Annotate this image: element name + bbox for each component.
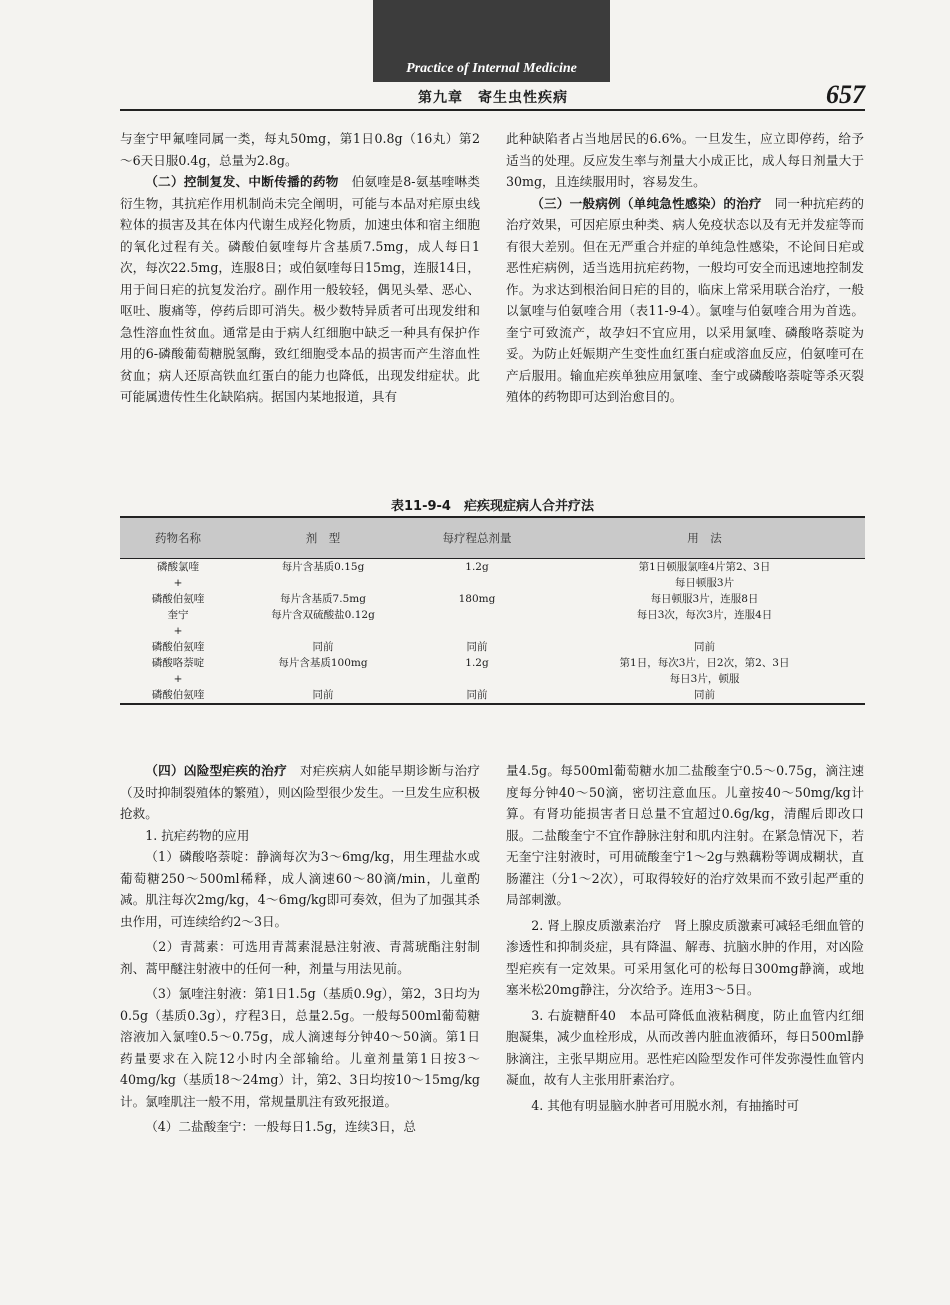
table-cell: + [173,625,183,637]
paragraph-text: 伯氨喹是8-氨基喹啉类衍生物，其抗疟作用机制尚未完全阐明，可能与本品对疟原虫线粒体的损害及其在体内代谢生成羟化物质，加速虫体和宿主细胞的氧化过程有关。磷酸伯氨喹每片含基质7.5mg，成人每日1次，每次22.5mg，连服8日；或伯氨喹每日15mg，连服14日，用于间日疟的抗复发治疗。副作用一般较轻，偶见头晕、恶心、呕吐、腹痛等，停药后即可消失。极少数特异质者可出现发绀和急性溶血性贫血。通常是由于病人红细胞中缺乏一种具有保护作用的6-磷酸葡萄糖脱氢酶，致红细胞受本品的损害而产生溶血性贫血；病人还原高铁血红蛋白的能力也降低，出现发绀症状。此可能属遗传性生化缺陷病。据国内某地报道，具有 [120,174,481,404]
paragraph [120,760,480,825]
chapter-title: 第九章 寄生虫性疾病 [418,90,568,106]
table-row [120,655,865,671]
table-cell: 每片含基质100mg [278,657,368,669]
regimen-table [120,516,865,705]
paragraph: 3. 右旋糖酐40 本品可降低血液粘稠度，防止血管内红细胞凝集，减少血栓形成，从而改善内脏血液循环，每日500ml静脉滴注，主张早期应用。恶性疟凶险型发作可伴发弥漫性血管内凝血，故有人主张用肝素治疗。 [506,1007,864,1087]
table-header-row [120,517,865,559]
table-cell: 1.2g [465,561,489,573]
table-cell: 同前 [410,687,544,704]
journal-title: Practice of Internal Medicine [406,61,577,76]
table-cell [544,623,865,639]
table-row [120,623,865,639]
table-row [120,591,865,607]
table-cell [410,671,544,687]
table-cell: 磷酸咯萘啶 [151,657,205,669]
table-cell: 每片含基质7.5mg [280,593,366,605]
text-column-left-bottom [120,760,480,1138]
table-cell: 每日顿服3片 [674,577,735,589]
paragraph [120,171,480,408]
section-heading: （二）控制复发、中断传播的药物 [145,174,339,189]
paragraph-text: 对疟疾病人如能早期诊断与治疗（及时抑制裂殖体的繁殖），则凶险型很少发生。一旦发生应积极抢救。 [120,763,481,821]
table-cell: 磷酸伯氨喹 [151,641,205,653]
table-cell: 磷酸氯喹 [157,561,199,573]
table-row [120,575,865,591]
table-row [120,687,865,704]
table-cell: 每片含基质0.15g [281,561,365,573]
text-column-right-bottom [506,760,864,1116]
paragraph-text: 同一种抗疟药的治疗效果，可因疟原虫种类、病人免疫状态以及有无并发症等而有很大差别。但在无严重合并症的单纯急性感染，不论间日疟或恶性疟病例，适当选用抗疟药物，一般均可安全而迅速地控制发作。为求达到根治间日疟的目的，临床上常采用联合治疗，一般以氯喹与伯氨喹合用（表11-9-4）。氯喹与伯氨喹合用为首选。奎宁可致流产，故孕妇不宜应用，以采用氯喹、磷酸咯萘啶为妥。为防止妊娠期产生变性血红蛋白症或溶血反应，伯氨喹可在产后服用。输血疟疾单独应用氯喹、奎宁或磷酸咯萘啶等杀灭裂殖体的药物即可达到治愈目的。 [506,195,865,404]
table-cell: 第1日顿服氯喹4片第2、3日 [638,561,771,573]
table-cell: 180mg [458,593,496,605]
table-cell [410,575,544,591]
paragraph: 与奎宁甲氟喹同属一类，每丸50mg，第1日0.8g（16丸）第2～6天日服0.4g，总量为2.8g。 [120,131,480,168]
text-column-left-top [120,128,480,408]
table-cell: 每片含双硫酸盐0.12g [271,609,375,621]
table-header: 每疗程总剂量 [410,517,544,559]
header-rule [120,109,865,111]
paragraph: （4）二盐酸奎宁：一般每日1.5g，连续3日，总 [145,1119,416,1134]
subheading: 1. 抗疟药物的应用 [145,827,250,843]
table-cell: 磷酸伯氨喹 [151,593,205,605]
table-cell [236,575,410,591]
table-cell: 每日3片，顿服 [669,673,740,685]
table-row [120,639,865,655]
paragraph: （3）氯喹注射液：第1日1.5g（基质0.9g），第2，3日均为0.5g（基质0.3g），疗程3日，总量2.5g。一般每500ml葡萄糖溶液加入氯喹0.5～0.75g，成人滴速每分钟40～50滴。第1日药量要求在入院12小时内全部输给。儿童剂量第1日按3～40mg/kg（基质18～24mg）计，第2、3日均按10～15mg/kg计。氯喹肌注一般不用，常规量肌注有致死报道。 [120,986,480,1109]
table-cell [236,623,410,639]
paragraph: （1）磷酸咯萘啶：静滴每次为3～6mg/kg，用生理盐水或葡萄糖250～500ml稀释，成人滴速60～80滴/min，儿童酌减。肌注每次2mg/kg，4～6mg/kg即可奏效，但为了加强其杀虫作用，可连续给约2～3日。 [120,849,480,929]
paragraph: 量4.5g。每500ml葡萄糖水加二盐酸奎宁0.5～0.75g，滴注速度每分钟40～50滴，密切注意血压。儿童按40～50mg/kg计算。有肾功能损害者日总量不宜超过0.6g/kg，清醒后即改口服。二盐酸奎宁不宜作静脉注射和肌内注射。在紧急情况下，若无奎宁注射液时，可用硫酸奎宁1～2g与熟藕粉等调成糊状，直肠灌注（分1～2次），可取得较好的治疗效果而不致引起严重的局部刺激。 [506,763,864,907]
table-cell: 1.2g [465,657,489,669]
table-cell: 同前 [694,641,715,653]
table-cell: + [173,673,183,685]
table-cell: 同前 [544,687,865,704]
paragraph: 2. 肾上腺皮质激素治疗 肾上腺皮质激素可减轻毛细血管的渗透性和抑制炎症，具有降温、解毒、抗脑水肿的作用，对凶险型疟疾有一定效果。可采用氢化可的松每日300mg静滴，或地塞米松20mg静注，分次给予。连用3～5日。 [506,917,864,997]
table-header: 用 法 [544,517,865,559]
table-cell: 每日顿服3片，连服8日 [650,593,759,605]
table-cell: 奎宁 [167,609,189,621]
table-caption: 表11-9-4 疟疾现症病人合并疗法 [391,499,594,514]
table-row [120,607,865,623]
text-column-right-top [506,128,864,408]
table-cell: 同前 [236,687,410,704]
section-heading: （四）凶险型疟疾的治疗 [145,763,287,778]
table-cell [236,671,410,687]
page-number: 657 [826,80,865,109]
table-cell [410,607,544,623]
paragraph [506,193,864,408]
table-cell: 同前 [466,641,488,653]
paragraph: （2）青蒿素：可选用青蒿素混悬注射液、青蒿琥酯注射制剂、蒿甲醚注射液中的任何一种，剂量与用法见前。 [120,939,480,976]
paragraph: 4. 其他有明显脑水肿者可用脱水剂，有抽搐时可 [531,1097,800,1113]
table-cell: + [173,577,183,589]
table-row [120,671,865,687]
table-cell: 每日3次，每次3片，连服4日 [636,609,773,621]
section-heading: （三）一般病例（单纯急性感染）的治疗 [531,195,762,211]
table-cell [410,623,544,639]
paragraph: 此种缺陷者占当地居民的6.6%。一旦发生，应立即停药，给予适当的处理。反应发生率与剂量大小成正比，成人每日剂量大于30mg，且连续服用时，容易发生。 [506,131,864,189]
table-header: 剂 型 [236,517,410,559]
table-row [120,559,865,576]
table-cell: 同前 [312,641,334,653]
table-header: 药物名称 [120,517,236,559]
table-cell: 磷酸伯氨喹 [120,687,236,704]
table-cell: 第1日，每次3片，日2次，第2、3日 [619,657,790,669]
